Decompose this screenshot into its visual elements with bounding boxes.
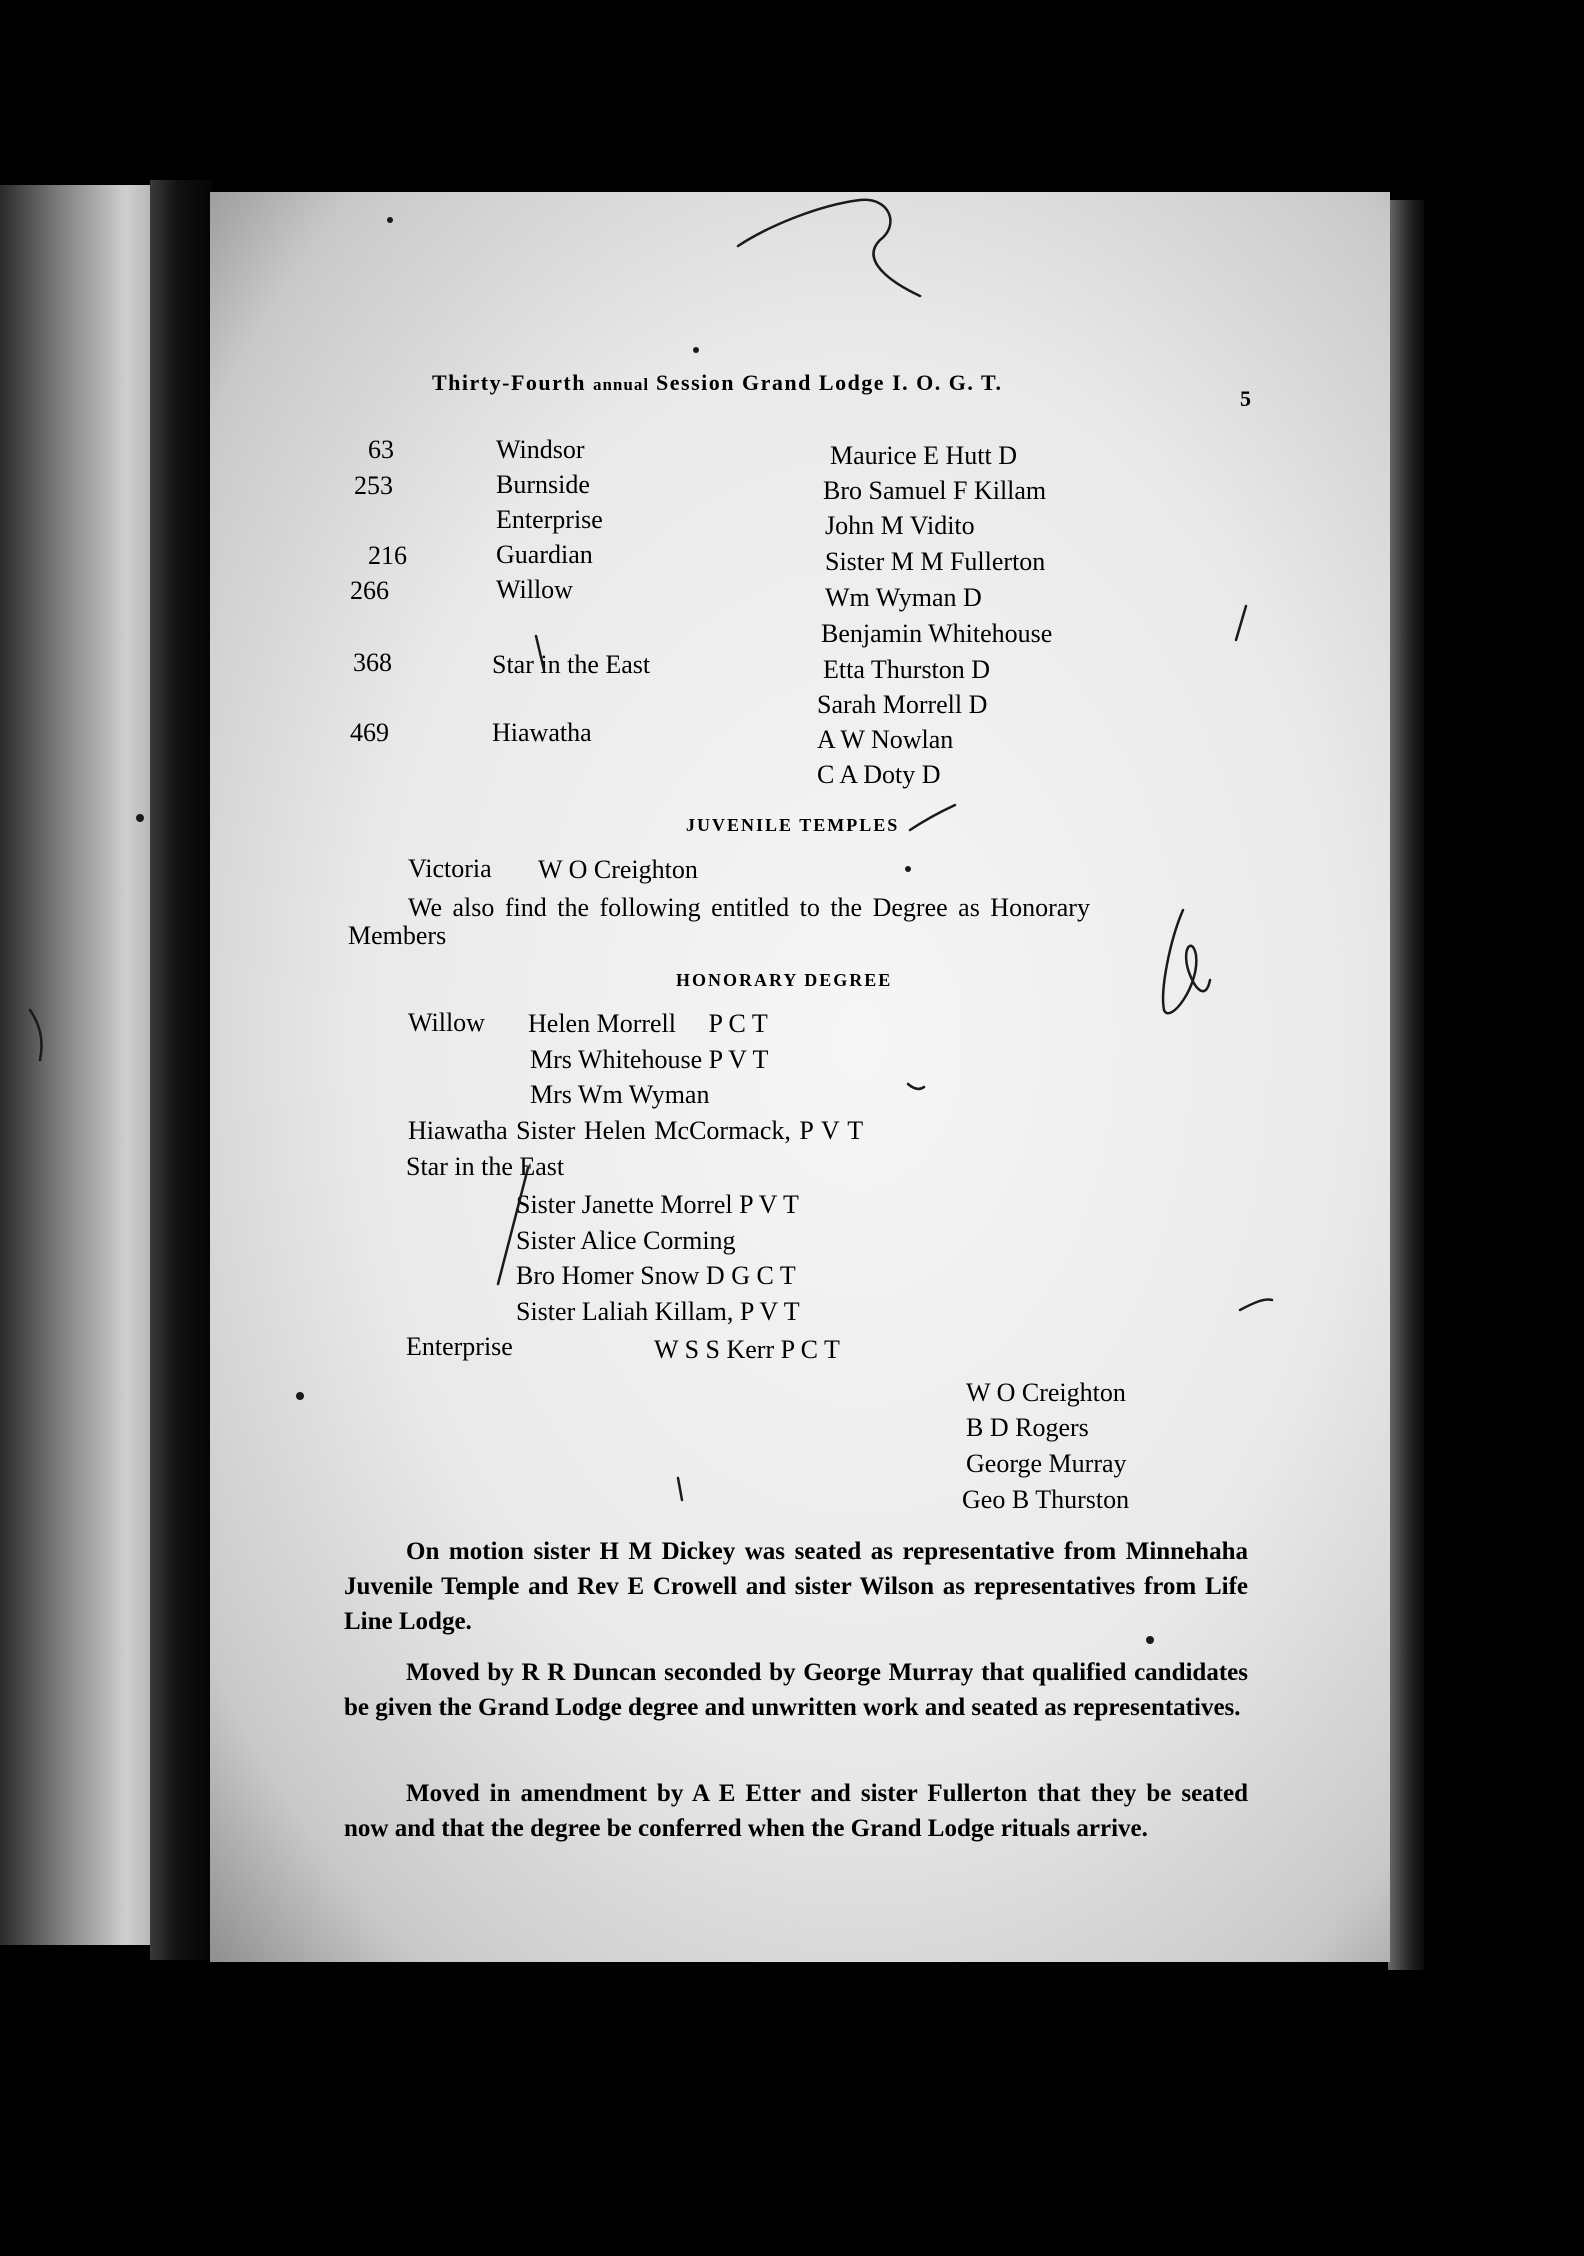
pencil-initial [1163,910,1210,1013]
committee-member: Geo B Thurston [962,1485,1130,1514]
ink-dot [1146,1636,1154,1644]
committee-member: W O Creighton [966,1378,1126,1407]
pencil-stroke [536,636,544,670]
honorary-member: Helen Morrell P C T [528,1009,768,1038]
lodge-name: Hiawatha [492,718,592,747]
honorary-lodge-label: Willow [408,1008,485,1037]
committee-member: B D Rogers [966,1413,1089,1442]
ink-dot [387,217,393,223]
honorary-member: Sister Alice Corming [516,1226,736,1255]
lodge-name: Windsor [496,435,585,464]
motion-paragraph: On motion sister H M Dickey was seated as representative from Minnehaha Juvenile Temple and Rev E Crowell and sister Wilson as representatives from Life Line Lodge. [344,1538,1248,1635]
honorary-intro: We also find the following entitled to the Degree as Honorary [408,893,1090,922]
lodge-representative: C A Doty D [817,760,941,789]
honorary-intro-continued: Members [348,921,447,950]
section-heading-juvenile: JUVENILE TEMPLES [686,815,900,835]
ink-dot [136,814,144,822]
honorary-member: Hiawatha Sister Helen McCormack, P V T [408,1116,864,1145]
lodge-number: 253 [354,471,393,500]
ink-dot [905,866,911,872]
ink-dot [693,347,699,353]
pencil-stroke [910,805,955,830]
lodge-representative: Wm Wyman D [825,583,982,612]
header-title-1: Thirty-Fourth [432,370,586,395]
juvenile-temple-name: Victoria [408,854,492,883]
motion-paragraph: Moved by R R Duncan seconded by George Murray that qualified candidates be given the Grand Lodge degree and unwritten work and seated as representatives. [344,1659,1248,1721]
lodge-number: 266 [350,576,389,605]
lodge-name: Burnside [496,470,590,499]
header-title-2: annual [592,375,650,394]
lodge-name: Star in the East [492,650,651,679]
honorary-member: Mrs Whitehouse P V T [530,1045,769,1074]
section-heading-honorary: HONORARY DEGREE [676,970,893,990]
honorary-member: Mrs Wm Wyman [530,1080,710,1109]
lodge-number: 216 [368,541,407,570]
pencil-stroke [1240,1299,1272,1310]
lodge-representative: Sarah Morrell D [817,690,988,719]
ink-dot [296,1392,304,1400]
lodge-representative: Maurice E Hutt D [830,441,1018,470]
lodge-representative: Benjamin Whitehouse [821,619,1053,648]
honorary-lodge-label: Enterprise [406,1332,513,1361]
lodge-name: Guardian [496,540,593,569]
lodge-name: Willow [496,575,573,604]
pencil-stroke [1236,606,1246,640]
pencil-scribble [738,200,920,296]
lodge-number: 368 [353,648,392,677]
pencil-stroke [908,1084,924,1089]
lodge-representative: A W Nowlan [817,725,954,754]
pencil-stroke [30,1010,42,1060]
lodge-number: 63 [368,435,394,464]
honorary-member: Sister Laliah Killam, P V T [516,1297,800,1326]
honorary-member: Bro Homer Snow D G C T [516,1261,796,1290]
lodge-number: 469 [350,718,389,747]
honorary-member: Sister Janette Morrel P V T [516,1190,799,1219]
motion-paragraph: Moved in amendment by A E Etter and sister Fullerton that they be seated now and that the degree be conferred when the Grand Lodge rituals arrive. [344,1780,1248,1842]
lodge-representative: Etta Thurston D [823,655,991,684]
lodge-name: Enterprise [496,505,603,534]
juvenile-temple-rep: W O Creighton [538,855,698,884]
honorary-lodge-label: Star in the East [406,1152,565,1181]
lodge-representative: John M Vidito [825,511,975,540]
lodge-representative: Bro Samuel F Killam [823,476,1047,505]
lodge-representative: Sister M M Fullerton [825,547,1046,576]
header-title-5: Lodge I. O. G. T. [818,370,1003,395]
honorary-member: W S S Kerr P C T [654,1335,840,1364]
page-number: 5 [1240,386,1253,411]
committee-member: George Murray [966,1449,1127,1478]
pencil-stroke [498,1168,528,1284]
header-title-4: Grand [742,370,812,395]
pencil-stroke [678,1478,682,1500]
header-title-3: Session [656,370,736,395]
